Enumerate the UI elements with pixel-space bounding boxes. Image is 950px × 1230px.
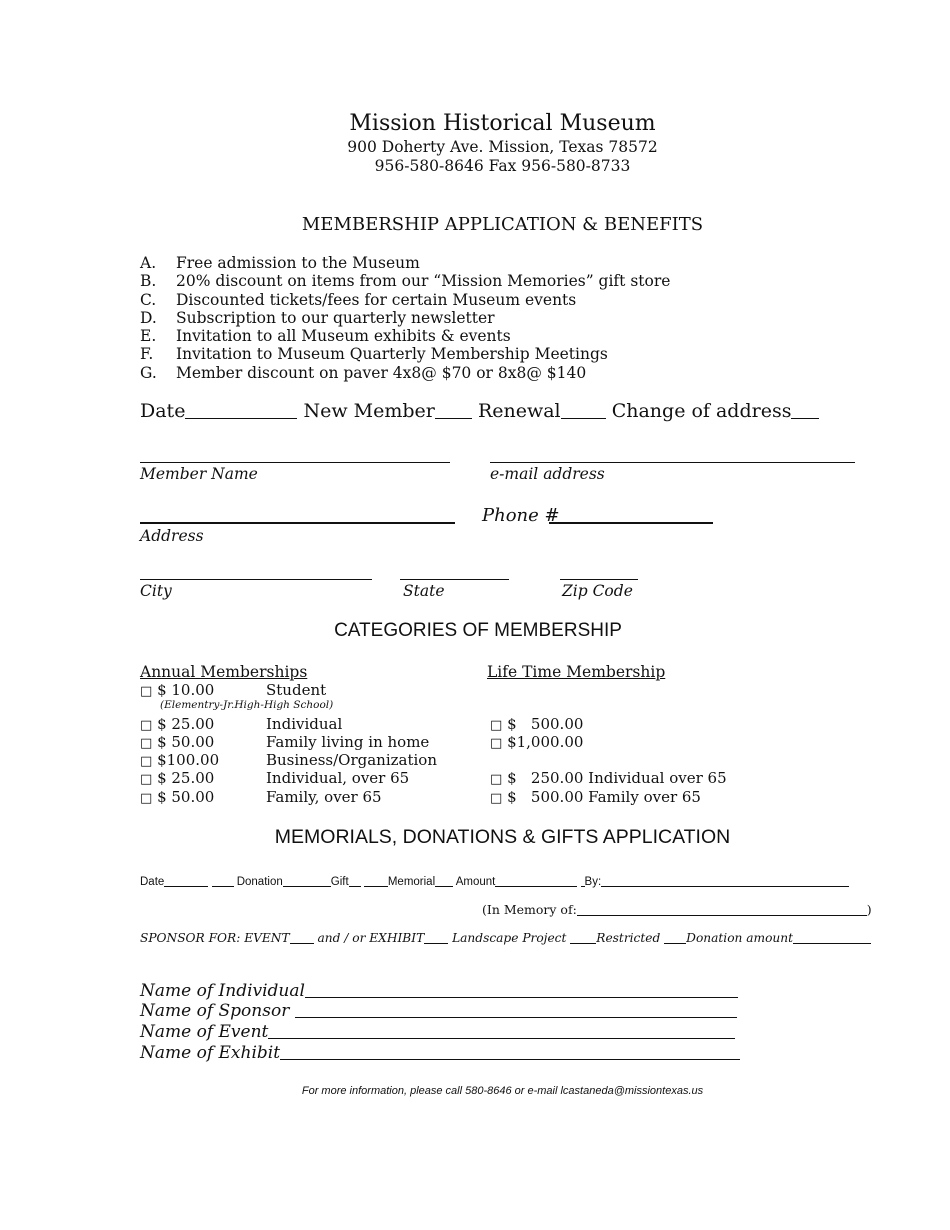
- memorials-heading: MEMORIALS, DONATIONS & GIFTS APPLICATION: [274, 826, 731, 848]
- change-address-label: Change of address: [611, 400, 792, 422]
- student-note: (Elementry-Jr.High-High School): [160, 699, 334, 711]
- event-name-field[interactable]: [268, 1024, 735, 1039]
- gift-field[interactable]: [349, 874, 361, 887]
- exhibit-name-field[interactable]: [280, 1045, 740, 1060]
- membership-heading: MEMBERSHIP APPLICATION & BENEFITS: [301, 214, 704, 235]
- by-field[interactable]: [601, 874, 849, 887]
- museum-phone: 956-580-8646 Fax 956-580-8733: [374, 157, 631, 175]
- event-name-row: Name of Event: [140, 1022, 735, 1042]
- annual-option[interactable]: □ $ 50.00: [140, 788, 215, 806]
- new-member-field[interactable]: [435, 404, 472, 419]
- address-field[interactable]: [140, 522, 455, 524]
- annual-type: Family, over 65: [266, 788, 382, 806]
- renewal-field[interactable]: [561, 404, 606, 419]
- annual-heading: Annual Memberships: [140, 663, 308, 681]
- address-label: Address: [140, 527, 204, 545]
- email-label: e-mail address: [490, 465, 605, 483]
- donation-amount-field[interactable]: [793, 931, 871, 944]
- exhibit-name-row: Name of Exhibit: [140, 1043, 740, 1063]
- annual-option[interactable]: □ $ 25.00: [140, 715, 215, 733]
- blank-field[interactable]: [212, 874, 234, 887]
- checkbox-icon[interactable]: □: [490, 772, 503, 787]
- event-field[interactable]: [290, 931, 314, 944]
- benefit-item: B. 20% discount on items from our “Mission Memories” gift store: [140, 272, 671, 290]
- individual-name-field[interactable]: [305, 983, 738, 998]
- sponsor-name-row: Name of Sponsor: [140, 1001, 737, 1021]
- benefit-item: F. Invitation to Museum Quarterly Membership Meetings: [140, 345, 608, 363]
- new-member-label: New Member: [303, 400, 435, 422]
- annual-option[interactable]: □ $ 25.00: [140, 769, 215, 787]
- checkbox-icon[interactable]: □: [490, 791, 503, 806]
- checkbox-icon[interactable]: □: [140, 791, 153, 806]
- lifetime-option[interactable]: □ $ 250.00 Individual over 65: [490, 769, 727, 787]
- donation-field[interactable]: [283, 874, 331, 887]
- member-name-label: Member Name: [140, 465, 258, 483]
- lifetime-option[interactable]: □ $1,000.00: [490, 733, 584, 751]
- renewal-label: Renewal: [477, 400, 561, 422]
- sponsor-name-field[interactable]: [295, 1003, 737, 1018]
- categories-heading: CATEGORIES OF MEMBERSHIP: [334, 620, 622, 641]
- checkbox-icon[interactable]: □: [490, 736, 503, 751]
- change-address-field[interactable]: [791, 404, 819, 419]
- annual-type: Individual: [266, 715, 343, 733]
- checkbox-icon[interactable]: □: [140, 736, 153, 751]
- memorial-date-field[interactable]: [164, 874, 208, 887]
- date-field[interactable]: [185, 404, 297, 419]
- email-field[interactable]: [490, 462, 855, 463]
- amount-field[interactable]: [495, 874, 577, 887]
- annual-option[interactable]: □ $ 50.00: [140, 733, 215, 751]
- in-memory-line: (In Memory of: ): [482, 902, 872, 917]
- sponsor-line: SPONSOR FOR: EVENT and / or EXHIBIT Landscape Project Restricted Donation amount: [140, 931, 871, 945]
- phone-field[interactable]: [549, 522, 713, 524]
- annual-type: Business/Organization: [266, 751, 437, 769]
- status-line: [140, 400, 819, 422]
- member-name-field[interactable]: [140, 462, 450, 463]
- checkbox-icon[interactable]: □: [490, 718, 503, 733]
- memorial-field[interactable]: [435, 874, 453, 887]
- exhibit-field[interactable]: [424, 931, 448, 944]
- benefit-item: G. Member discount on paver 4x8@ $70 or 8x8@ $140: [140, 364, 587, 382]
- in-memory-field[interactable]: [577, 903, 867, 916]
- museum-title: Mission Historical Museum: [349, 111, 656, 136]
- annual-option[interactable]: □ $100.00: [140, 751, 220, 769]
- donation-line: Date Donation Gift Memorial Amount By:: [140, 874, 849, 888]
- benefit-item: E. Invitation to all Museum exhibits & events: [140, 327, 511, 345]
- lifetime-heading: Life Time Membership: [487, 663, 666, 681]
- benefit-item: C. Discounted tickets/fees for certain Museum events: [140, 291, 577, 309]
- state-field[interactable]: [400, 579, 509, 580]
- zip-field[interactable]: [560, 579, 638, 580]
- date-label: Date: [140, 400, 186, 422]
- museum-address: 900 Doherty Ave. Mission, Texas 78572: [347, 138, 658, 156]
- checkbox-icon[interactable]: □: [140, 754, 153, 769]
- annual-type: Student: [266, 681, 327, 699]
- restricted-field[interactable]: [664, 931, 686, 944]
- annual-option[interactable]: □ $ 10.00: [140, 681, 215, 699]
- checkbox-icon[interactable]: □: [140, 684, 153, 699]
- lifetime-option[interactable]: □ $ 500.00 Family over 65: [490, 788, 701, 806]
- state-label: State: [403, 582, 445, 600]
- annual-type: Individual, over 65: [266, 769, 410, 787]
- annual-type: Family living in home: [266, 733, 430, 751]
- lifetime-option[interactable]: □ $ 500.00: [490, 715, 584, 733]
- individual-name-row: Name of Individual: [140, 981, 738, 1001]
- landscape-field[interactable]: [570, 931, 596, 944]
- checkbox-icon[interactable]: □: [140, 772, 153, 787]
- blank-field[interactable]: [364, 874, 388, 887]
- phone-label: Phone #: [482, 505, 560, 526]
- city-field[interactable]: [140, 579, 372, 580]
- footer-info: For more information, please call 580-8646 or e-mail lcastaneda@missiontexas.us: [301, 1085, 704, 1097]
- city-label: City: [140, 582, 172, 600]
- benefit-item: D. Subscription to our quarterly newsletter: [140, 309, 495, 327]
- checkbox-icon[interactable]: □: [140, 718, 153, 733]
- zip-label: Zip Code: [562, 582, 633, 600]
- benefit-item: A. Free admission to the Museum: [140, 254, 420, 272]
